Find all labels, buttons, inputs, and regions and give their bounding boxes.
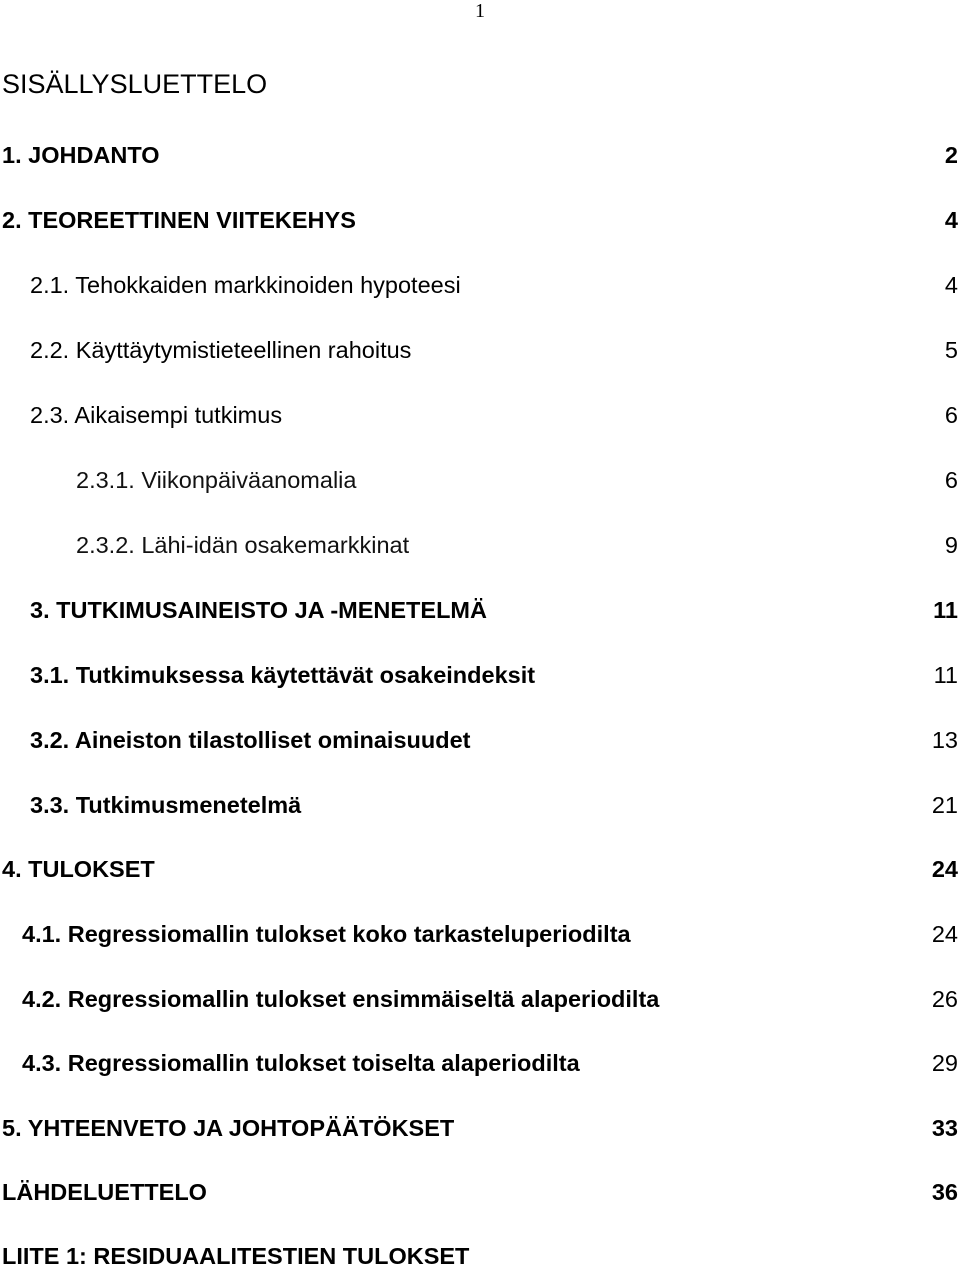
page-number: 1 xyxy=(475,0,485,22)
toc-entry-label: 2.2. Käyttäytymistieteellinen rahoitus xyxy=(30,336,412,363)
toc-entry-label: 3.2. Aineiston tilastolliset ominaisuudet xyxy=(30,726,471,753)
toc-entry-lahdeluettelo[interactable] xyxy=(0,1176,958,1208)
toc-entry-3-1[interactable] xyxy=(0,659,958,691)
toc-entry-tulokset[interactable] xyxy=(0,853,958,885)
toc-entry-2-1[interactable] xyxy=(0,269,958,301)
toc-entry-label: 1. JOHDANTO xyxy=(2,141,160,168)
toc-entry-3-3[interactable] xyxy=(0,789,958,821)
toc-entry-label: 5. YHTEENVETO JA JOHTOPÄÄTÖKSET xyxy=(2,1114,455,1141)
toc-entry-page: 21 xyxy=(931,791,958,818)
toc-entry-tutkimusaineisto[interactable] xyxy=(0,594,958,626)
toc-entry-page: 11 xyxy=(933,596,958,623)
toc-entry-label: 2.3.2. Lähi-idän osakemarkkinat xyxy=(76,531,410,558)
toc-entry-page: 6 xyxy=(944,401,958,428)
toc-entry-label: 4.1. Regressiomallin tulokset koko tarkasteluperiodilta xyxy=(22,920,631,947)
toc-entry-label: 2. TEOREETTINEN VIITEKEHYS xyxy=(2,206,356,233)
toc-entry-label: 4.3. Regressiomallin tulokset toiselta alaperiodilta xyxy=(22,1049,580,1076)
toc-entry-4-3[interactable] xyxy=(0,1047,958,1079)
toc-entry-page: 9 xyxy=(944,531,958,558)
toc-entry-page: 33 xyxy=(931,1114,958,1141)
toc-entry-page: 4 xyxy=(944,206,958,233)
toc-entry-page: 4 xyxy=(944,271,958,298)
toc-entry-4-2[interactable] xyxy=(0,983,958,1015)
toc-entry-3-2[interactable] xyxy=(0,724,958,756)
toc-entry-label: 4.2. Regressiomallin tulokset ensimmäiseltä alaperiodilta xyxy=(22,985,660,1012)
toc-entry-label: LIITE 1: RESIDUAALITESTIEN TULOKSET xyxy=(2,1242,470,1269)
toc-entry-4-1[interactable] xyxy=(0,918,958,950)
toc-entry-2-3[interactable] xyxy=(0,399,958,431)
toc-entry-label: 2.1. Tehokkaiden markkinoiden hypoteesi xyxy=(30,271,461,298)
toc-entry-page: 2 xyxy=(944,141,958,168)
toc-title: SISÄLLYSLUETTELO xyxy=(2,69,268,99)
toc-entry-page: 26 xyxy=(931,985,958,1012)
toc-entry-2-2[interactable] xyxy=(0,334,958,366)
toc-entry-page: 29 xyxy=(931,1049,958,1076)
toc-entry-label: 2.3. Aikaisempi tutkimus xyxy=(30,401,283,428)
toc-entry-page: 6 xyxy=(944,466,958,493)
toc-entry-yhteenveto[interactable] xyxy=(0,1112,958,1144)
toc-entry-label: 2.3.1. Viikonpäiväanomalia xyxy=(76,466,357,493)
toc-entry-page: 24 xyxy=(931,920,958,947)
toc-entry-page: 13 xyxy=(931,726,958,753)
toc-entry-label: 4. TULOKSET xyxy=(2,855,155,882)
toc-entry-teoreettinen-viitekehys[interactable] xyxy=(0,204,958,236)
toc-entry-liite-1[interactable] xyxy=(0,1240,958,1272)
toc-entry-label: 3.1. Tutkimuksessa käytettävät osakeindeksit xyxy=(30,661,536,688)
toc-entry-page: 11 xyxy=(933,661,958,688)
toc-entry-page: 5 xyxy=(944,336,958,363)
toc-entry-label: 3. TUTKIMUSAINEISTO JA -MENETELMÄ xyxy=(30,596,487,623)
toc-entry-johdanto[interactable] xyxy=(0,139,958,171)
toc-entry-label: LÄHDELUETTELO xyxy=(2,1178,207,1205)
toc-entry-label: 3.3. Tutkimusmenetelmä xyxy=(30,791,302,818)
toc-entry-page: 24 xyxy=(931,855,958,882)
toc-entry-page: 36 xyxy=(931,1178,958,1205)
toc-entry-2-3-1[interactable] xyxy=(0,464,958,496)
toc-entry-2-3-2[interactable] xyxy=(0,529,958,561)
